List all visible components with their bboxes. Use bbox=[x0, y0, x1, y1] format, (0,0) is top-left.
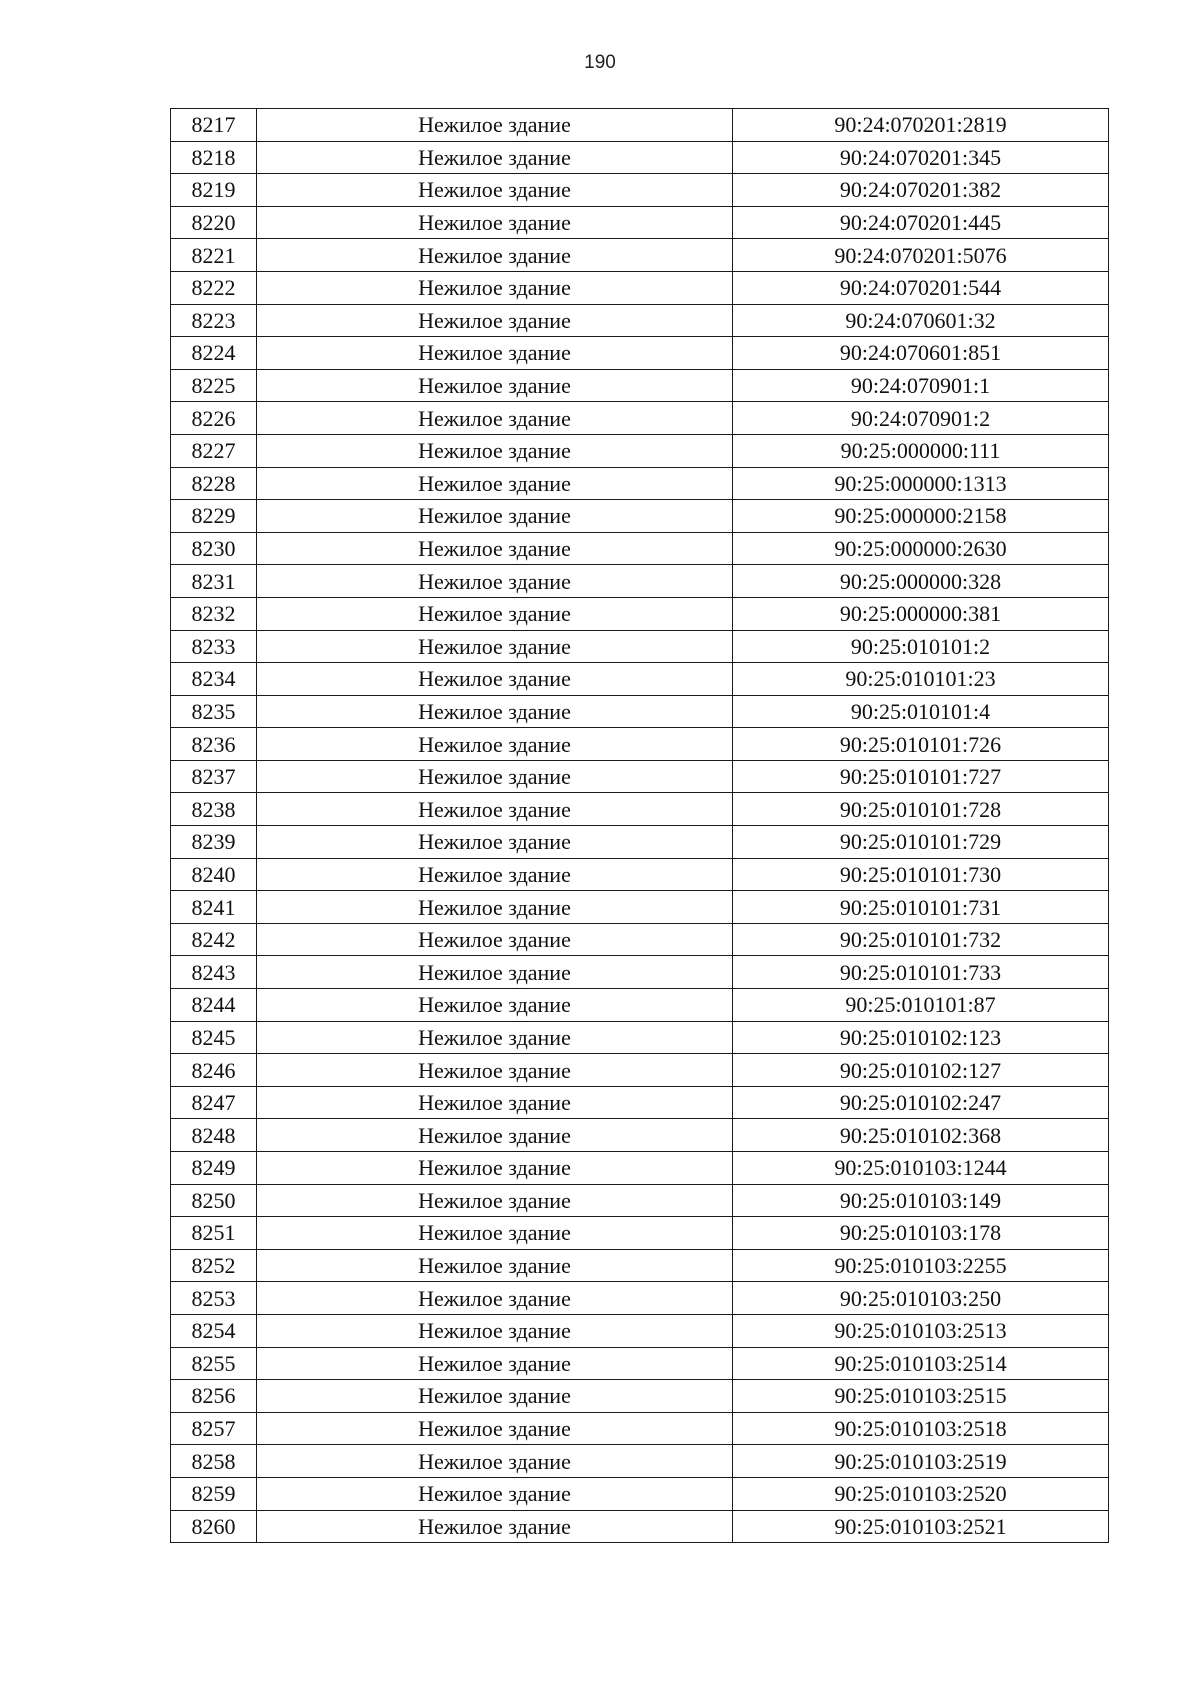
object-type-cell: Нежилое здание bbox=[257, 1477, 733, 1510]
cadastral-number-cell: 90:25:010101:87 bbox=[733, 989, 1109, 1022]
object-type-cell: Нежилое здание bbox=[257, 1347, 733, 1380]
object-type-cell: Нежилое здание bbox=[257, 1314, 733, 1347]
table-row bbox=[171, 728, 1109, 761]
object-type-cell: Нежилое здание bbox=[257, 337, 733, 370]
cadastral-number-cell: 90:25:010102:368 bbox=[733, 1119, 1109, 1152]
row-number-cell: 8220 bbox=[171, 206, 257, 239]
table-row bbox=[171, 565, 1109, 598]
object-type-cell: Нежилое здание bbox=[257, 1510, 733, 1543]
row-number-cell: 8226 bbox=[171, 402, 257, 435]
table-row bbox=[171, 532, 1109, 565]
row-number-cell: 8219 bbox=[171, 174, 257, 207]
page-number: 190 bbox=[584, 52, 616, 73]
cadastral-number-cell: 90:25:010101:726 bbox=[733, 728, 1109, 761]
table-row bbox=[171, 500, 1109, 533]
row-number-cell: 8250 bbox=[171, 1184, 257, 1217]
cadastral-number-cell: 90:25:010101:2 bbox=[733, 630, 1109, 663]
row-number-cell: 8247 bbox=[171, 1086, 257, 1119]
cadastral-number-cell: 90:24:070201:5076 bbox=[733, 239, 1109, 272]
table-row bbox=[171, 1445, 1109, 1478]
row-number-cell: 8243 bbox=[171, 956, 257, 989]
row-number-cell: 8225 bbox=[171, 369, 257, 402]
table-row bbox=[171, 891, 1109, 924]
row-number-cell: 8230 bbox=[171, 532, 257, 565]
cadastral-number-cell: 90:25:000000:2630 bbox=[733, 532, 1109, 565]
row-number-cell: 8239 bbox=[171, 826, 257, 859]
row-number-cell: 8218 bbox=[171, 141, 257, 174]
object-type-cell: Нежилое здание bbox=[257, 1412, 733, 1445]
row-number-cell: 8224 bbox=[171, 337, 257, 370]
cadastral-number-cell: 90:25:010103:2520 bbox=[733, 1477, 1109, 1510]
row-number-cell: 8251 bbox=[171, 1217, 257, 1250]
cadastral-number-cell: 90:25:010103:250 bbox=[733, 1282, 1109, 1315]
object-type-cell: Нежилое здание bbox=[257, 760, 733, 793]
table-row bbox=[171, 1184, 1109, 1217]
table-row bbox=[171, 1477, 1109, 1510]
row-number-cell: 8257 bbox=[171, 1412, 257, 1445]
table-row bbox=[171, 1119, 1109, 1152]
cadastral-number-cell: 90:24:070601:851 bbox=[733, 337, 1109, 370]
table-row bbox=[171, 369, 1109, 402]
object-type-cell: Нежилое здание bbox=[257, 565, 733, 598]
cadastral-number-cell: 90:25:010103:2519 bbox=[733, 1445, 1109, 1478]
table-row bbox=[171, 271, 1109, 304]
object-type-cell: Нежилое здание bbox=[257, 1217, 733, 1250]
row-number-cell: 8227 bbox=[171, 434, 257, 467]
cadastral-number-cell: 90:25:000000:111 bbox=[733, 434, 1109, 467]
row-number-cell: 8255 bbox=[171, 1347, 257, 1380]
table-row bbox=[171, 467, 1109, 500]
table-row bbox=[171, 1249, 1109, 1282]
object-type-cell: Нежилое здание bbox=[257, 1282, 733, 1315]
row-number-cell: 8252 bbox=[171, 1249, 257, 1282]
object-type-cell: Нежилое здание bbox=[257, 304, 733, 337]
row-number-cell: 8260 bbox=[171, 1510, 257, 1543]
table-row bbox=[171, 663, 1109, 696]
cadastral-number-cell: 90:25:000000:328 bbox=[733, 565, 1109, 598]
cadastral-number-cell: 90:25:010103:178 bbox=[733, 1217, 1109, 1250]
row-number-cell: 8249 bbox=[171, 1152, 257, 1185]
table-row bbox=[171, 109, 1109, 142]
object-type-cell: Нежилое здание bbox=[257, 1184, 733, 1217]
row-number-cell: 8236 bbox=[171, 728, 257, 761]
cadastral-number-cell: 90:24:070901:1 bbox=[733, 369, 1109, 402]
cadastral-number-cell: 90:25:010101:732 bbox=[733, 923, 1109, 956]
object-type-cell: Нежилое здание bbox=[257, 1119, 733, 1152]
table-row bbox=[171, 1510, 1109, 1543]
object-type-cell: Нежилое здание bbox=[257, 891, 733, 924]
object-type-cell: Нежилое здание bbox=[257, 728, 733, 761]
cadastral-number-cell: 90:25:010101:4 bbox=[733, 695, 1109, 728]
object-type-cell: Нежилое здание bbox=[257, 206, 733, 239]
table-row bbox=[171, 174, 1109, 207]
object-type-cell: Нежилое здание bbox=[257, 1445, 733, 1478]
object-type-cell: Нежилое здание bbox=[257, 532, 733, 565]
table-row bbox=[171, 206, 1109, 239]
table-row bbox=[171, 826, 1109, 859]
row-number-cell: 8228 bbox=[171, 467, 257, 500]
object-type-cell: Нежилое здание bbox=[257, 141, 733, 174]
object-type-cell: Нежилое здание bbox=[257, 1380, 733, 1413]
registry-table-body bbox=[171, 109, 1109, 1543]
cadastral-number-cell: 90:25:010103:2521 bbox=[733, 1510, 1109, 1543]
object-type-cell: Нежилое здание bbox=[257, 402, 733, 435]
cadastral-number-cell: 90:25:010101:733 bbox=[733, 956, 1109, 989]
table-row bbox=[171, 760, 1109, 793]
cadastral-number-cell: 90:25:000000:2158 bbox=[733, 500, 1109, 533]
row-number-cell: 8237 bbox=[171, 760, 257, 793]
object-type-cell: Нежилое здание bbox=[257, 109, 733, 142]
table-row bbox=[171, 1412, 1109, 1445]
object-type-cell: Нежилое здание bbox=[257, 271, 733, 304]
cadastral-number-cell: 90:25:010101:728 bbox=[733, 793, 1109, 826]
cadastral-number-cell: 90:25:010103:149 bbox=[733, 1184, 1109, 1217]
row-number-cell: 8229 bbox=[171, 500, 257, 533]
object-type-cell: Нежилое здание bbox=[257, 1152, 733, 1185]
row-number-cell: 8258 bbox=[171, 1445, 257, 1478]
object-type-cell: Нежилое здание bbox=[257, 434, 733, 467]
table-row bbox=[171, 434, 1109, 467]
cadastral-number-cell: 90:25:000000:1313 bbox=[733, 467, 1109, 500]
table-row bbox=[171, 597, 1109, 630]
object-type-cell: Нежилое здание bbox=[257, 923, 733, 956]
table-row bbox=[171, 1054, 1109, 1087]
cadastral-number-cell: 90:24:070201:2819 bbox=[733, 109, 1109, 142]
object-type-cell: Нежилое здание bbox=[257, 239, 733, 272]
row-number-cell: 8248 bbox=[171, 1119, 257, 1152]
table-row bbox=[171, 1152, 1109, 1185]
cadastral-number-cell: 90:25:010101:731 bbox=[733, 891, 1109, 924]
row-number-cell: 8234 bbox=[171, 663, 257, 696]
object-type-cell: Нежилое здание bbox=[257, 1021, 733, 1054]
cadastral-number-cell: 90:25:010101:727 bbox=[733, 760, 1109, 793]
object-type-cell: Нежилое здание bbox=[257, 1086, 733, 1119]
table-row bbox=[171, 141, 1109, 174]
object-type-cell: Нежилое здание bbox=[257, 826, 733, 859]
object-type-cell: Нежилое здание bbox=[257, 956, 733, 989]
cadastral-number-cell: 90:25:010102:127 bbox=[733, 1054, 1109, 1087]
table-row bbox=[171, 1217, 1109, 1250]
row-number-cell: 8245 bbox=[171, 1021, 257, 1054]
registry-table bbox=[170, 108, 1109, 1543]
object-type-cell: Нежилое здание bbox=[257, 858, 733, 891]
object-type-cell: Нежилое здание bbox=[257, 597, 733, 630]
row-number-cell: 8217 bbox=[171, 109, 257, 142]
row-number-cell: 8238 bbox=[171, 793, 257, 826]
table-row bbox=[171, 239, 1109, 272]
table-row bbox=[171, 1314, 1109, 1347]
cadastral-number-cell: 90:25:010102:123 bbox=[733, 1021, 1109, 1054]
cadastral-number-cell: 90:25:010101:23 bbox=[733, 663, 1109, 696]
row-number-cell: 8254 bbox=[171, 1314, 257, 1347]
cadastral-number-cell: 90:25:010102:247 bbox=[733, 1086, 1109, 1119]
row-number-cell: 8242 bbox=[171, 923, 257, 956]
row-number-cell: 8233 bbox=[171, 630, 257, 663]
table-row bbox=[171, 337, 1109, 370]
object-type-cell: Нежилое здание bbox=[257, 1249, 733, 1282]
row-number-cell: 8241 bbox=[171, 891, 257, 924]
object-type-cell: Нежилое здание bbox=[257, 663, 733, 696]
cadastral-number-cell: 90:25:010103:2518 bbox=[733, 1412, 1109, 1445]
object-type-cell: Нежилое здание bbox=[257, 500, 733, 533]
table-row bbox=[171, 1347, 1109, 1380]
table-row bbox=[171, 695, 1109, 728]
object-type-cell: Нежилое здание bbox=[257, 989, 733, 1022]
object-type-cell: Нежилое здание bbox=[257, 174, 733, 207]
table-row bbox=[171, 1086, 1109, 1119]
table-row bbox=[171, 402, 1109, 435]
table-row bbox=[171, 956, 1109, 989]
cadastral-number-cell: 90:25:010103:2513 bbox=[733, 1314, 1109, 1347]
row-number-cell: 8240 bbox=[171, 858, 257, 891]
table-row bbox=[171, 1380, 1109, 1413]
row-number-cell: 8232 bbox=[171, 597, 257, 630]
object-type-cell: Нежилое здание bbox=[257, 467, 733, 500]
table-row bbox=[171, 630, 1109, 663]
cadastral-number-cell: 90:25:010103:1244 bbox=[733, 1152, 1109, 1185]
object-type-cell: Нежилое здание bbox=[257, 369, 733, 402]
table-row bbox=[171, 1021, 1109, 1054]
row-number-cell: 8231 bbox=[171, 565, 257, 598]
row-number-cell: 8256 bbox=[171, 1380, 257, 1413]
table-row bbox=[171, 304, 1109, 337]
object-type-cell: Нежилое здание bbox=[257, 695, 733, 728]
cadastral-number-cell: 90:25:010101:729 bbox=[733, 826, 1109, 859]
cadastral-number-cell: 90:25:010103:2514 bbox=[733, 1347, 1109, 1380]
cadastral-number-cell: 90:24:070201:445 bbox=[733, 206, 1109, 239]
cadastral-number-cell: 90:24:070201:382 bbox=[733, 174, 1109, 207]
object-type-cell: Нежилое здание bbox=[257, 793, 733, 826]
object-type-cell: Нежилое здание bbox=[257, 1054, 733, 1087]
row-number-cell: 8235 bbox=[171, 695, 257, 728]
row-number-cell: 8253 bbox=[171, 1282, 257, 1315]
row-number-cell: 8223 bbox=[171, 304, 257, 337]
cadastral-number-cell: 90:24:070601:32 bbox=[733, 304, 1109, 337]
row-number-cell: 8259 bbox=[171, 1477, 257, 1510]
table-row bbox=[171, 923, 1109, 956]
table-row bbox=[171, 989, 1109, 1022]
row-number-cell: 8244 bbox=[171, 989, 257, 1022]
row-number-cell: 8246 bbox=[171, 1054, 257, 1087]
cadastral-number-cell: 90:24:070201:544 bbox=[733, 271, 1109, 304]
cadastral-number-cell: 90:25:000000:381 bbox=[733, 597, 1109, 630]
table-row bbox=[171, 858, 1109, 891]
row-number-cell: 8222 bbox=[171, 271, 257, 304]
row-number-cell: 8221 bbox=[171, 239, 257, 272]
cadastral-number-cell: 90:24:070901:2 bbox=[733, 402, 1109, 435]
table-row bbox=[171, 1282, 1109, 1315]
cadastral-number-cell: 90:25:010101:730 bbox=[733, 858, 1109, 891]
cadastral-number-cell: 90:24:070201:345 bbox=[733, 141, 1109, 174]
cadastral-number-cell: 90:25:010103:2255 bbox=[733, 1249, 1109, 1282]
cadastral-number-cell: 90:25:010103:2515 bbox=[733, 1380, 1109, 1413]
table-row bbox=[171, 793, 1109, 826]
object-type-cell: Нежилое здание bbox=[257, 630, 733, 663]
